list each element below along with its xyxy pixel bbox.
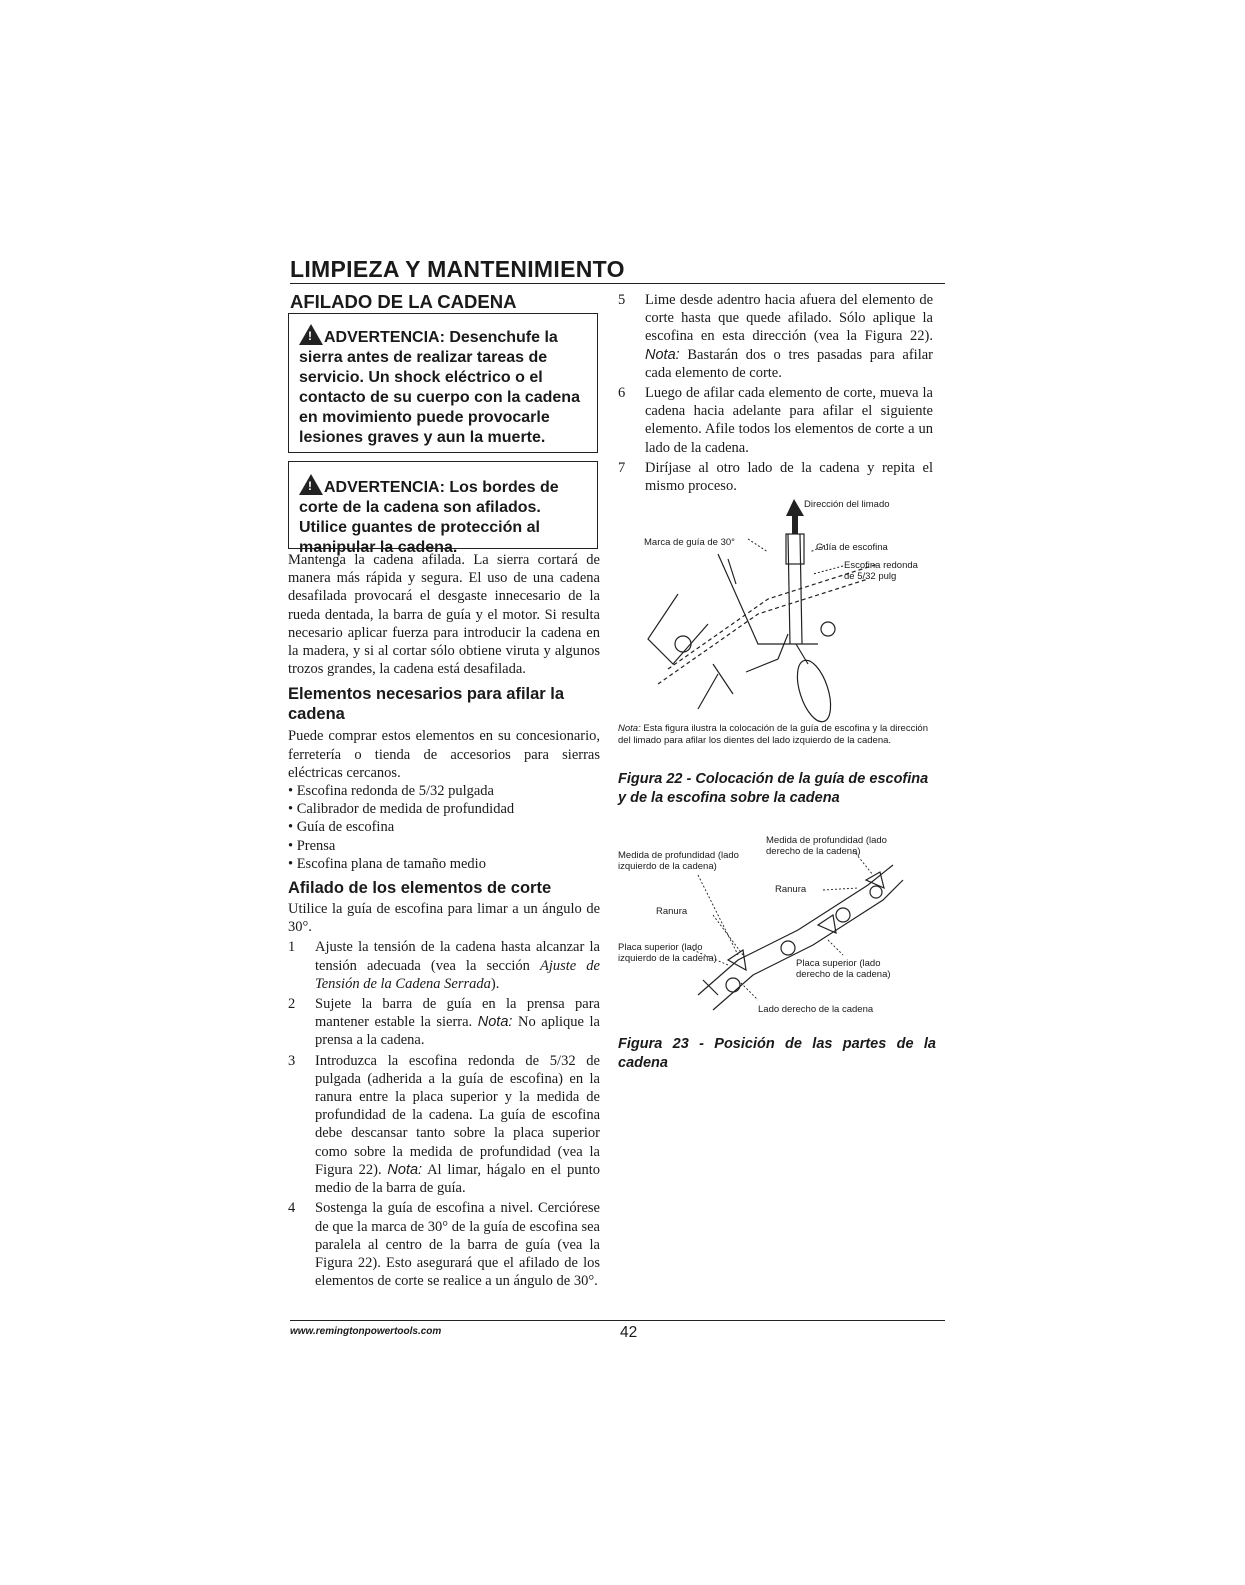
title-divider bbox=[290, 283, 945, 284]
figure-22-note: Nota: Esta figura ilustra la colocación de la guía de escofina y la dirección del limado para afilar los dientes del lado izquierdo de la cadena. bbox=[618, 723, 928, 746]
file-guide-illustration bbox=[618, 494, 938, 726]
label-plate-left: Placa superior (lado izquierdo de la cadena) bbox=[618, 942, 717, 964]
label-depth-right: Medida de profundidad (lado derecho de la cadena) bbox=[766, 835, 887, 857]
list-item: • Calibrador de medida de profundidad bbox=[288, 800, 600, 818]
footer-divider bbox=[290, 1320, 945, 1321]
list-item: • Guía de escofina bbox=[288, 818, 600, 836]
left-column bbox=[288, 551, 600, 1292]
arrow-up-icon bbox=[786, 499, 804, 534]
step-item: 7 Diríjase al otro lado de la cadena y repita el mismo proceso. bbox=[618, 459, 933, 495]
items-heading: Elementos necesarios para afilar la cadena bbox=[288, 685, 565, 724]
items-list bbox=[288, 782, 600, 873]
label-right-side: Lado derecho de la cadena bbox=[758, 1004, 874, 1015]
warning-box-disconnect bbox=[288, 313, 598, 453]
page-title: LIMPIEZA Y MANTENIMIENTO bbox=[290, 256, 625, 282]
warning-text: ADVERTENCIA: Los bordes de corte de la cadena son afilados. Utilice guantes de protección al manipular la cadena. bbox=[299, 479, 559, 556]
step-item: 5 Lime desde adentro hacia afuera del elemento de corte hasta que quede afilado. Sólo aplique la escofina en esta dirección (vea la Figura 22). Nota: Bastarán dos o tres pasadas para afilar cada elemento de corte. bbox=[618, 292, 933, 381]
warning-text: ADVERTENCIA: Desenchufe la sierra antes de realizar tareas de servicio. Un shock eléctrico o el contacto de su cuerpo con la cadena en movimiento puede provocarle lesiones graves y aun la muerte. bbox=[299, 329, 580, 446]
figure-22-caption: Figura 22 - Colocación de la guía de escofina y de la escofina sobre la cadena bbox=[618, 771, 929, 806]
label-slot-right: Ranura bbox=[775, 884, 807, 895]
warning-icon bbox=[299, 474, 323, 495]
page-number: 42 bbox=[620, 1324, 638, 1341]
label-direction: Dirección del limado bbox=[804, 499, 890, 510]
right-column bbox=[618, 291, 933, 497]
sharpen-paragraph: Utilice la guía de escofina para limar a un ángulo de 30°. bbox=[288, 901, 600, 936]
list-item: • Escofina plana de tamaño medio bbox=[288, 855, 600, 873]
label-file: Escofina redonda de 5/32 pulg bbox=[844, 560, 918, 582]
list-item: • Escofina redonda de 5/32 pulgada bbox=[288, 782, 600, 800]
sharpen-heading: Afilado de los elementos de corte bbox=[288, 879, 552, 898]
step-item: 6 Luego de afilar cada elemento de corte, mueva la cadena hacia adelante para afilar el siguiente elemento. Afile todos los elementos de corte a un lado de la cadena. bbox=[618, 385, 933, 456]
label-guide: Guía de escofina bbox=[816, 542, 888, 553]
section-heading: AFILADO DE LA CADENA bbox=[290, 291, 517, 312]
list-item: • Prensa bbox=[288, 837, 600, 855]
label-plate-right: Placa superior (lado derecho de la cadena) bbox=[796, 958, 891, 980]
intro-paragraph: Mantenga la cadena afilada. La sierra cortará de manera más rápida y segura. El uso de una cadena desafilada provocará el desgaste innecesario de la rueda dentada, la barra de guía y el motor. Si resulta necesario aplicar fuerza para introducir la cadena en la madera, y si al cortar sólo obtiene viruta y algunos trozos grandes, la cadena está desafilada. bbox=[288, 552, 600, 678]
step-item: 1 Ajuste la tensión de la cadena hasta alcanzar la tensión adecuada (vea la sección Ajuste de Tensión de la Cadena Serrada). bbox=[288, 939, 600, 992]
figure-23 bbox=[618, 830, 938, 1020]
step-item: 2 Sujete la barra de guía en la prensa para mantener estable la sierra. Nota: No aplique la prensa a la cadena. bbox=[288, 996, 600, 1049]
figure-22 bbox=[618, 494, 938, 726]
warning-box-sharp-edges bbox=[288, 461, 598, 556]
warning-icon bbox=[299, 324, 323, 345]
step-item: 3 Introduzca la escofina redonda de 5/32 de pulgada (adherida a la guía de escofina) en la ranura entre la placa superior y la medida de profundidad de la cadena. La guía de escofina debe descansar tanto sobre la placa superior como sobre la medida de profundidad (vea la Figura 22). Nota: Al limar, hágalo en el punto medio de la barra de guía. bbox=[288, 1052, 600, 1197]
footer-url: www.remingtonpowertools.com bbox=[290, 1326, 442, 1337]
figure-23-caption: Figura 23 - Posición de las partes de la cadena bbox=[618, 1036, 936, 1071]
steps-list-left bbox=[288, 938, 600, 1290]
label-mark: Marca de guía de 30° bbox=[644, 537, 735, 548]
label-depth-left: Medida de profundidad (lado izquierdo de la cadena) bbox=[618, 850, 739, 872]
step-item: 4 Sostenga la guía de escofina a nivel. Cerciórese de que la marca de 30° de la guía de escofina sea paralela al centro de la barra de guía (vea la Figura 22). Esto asegurará que el afilado de los elementos de corte se realice a un ángulo de 30°. bbox=[288, 1200, 600, 1290]
label-slot-left: Ranura bbox=[656, 906, 688, 917]
steps-list-right bbox=[618, 291, 933, 495]
items-paragraph: Puede comprar estos elementos en su concesionario, ferretería o tienda de accesorios para sierras eléctricas cercanos. bbox=[288, 728, 600, 781]
